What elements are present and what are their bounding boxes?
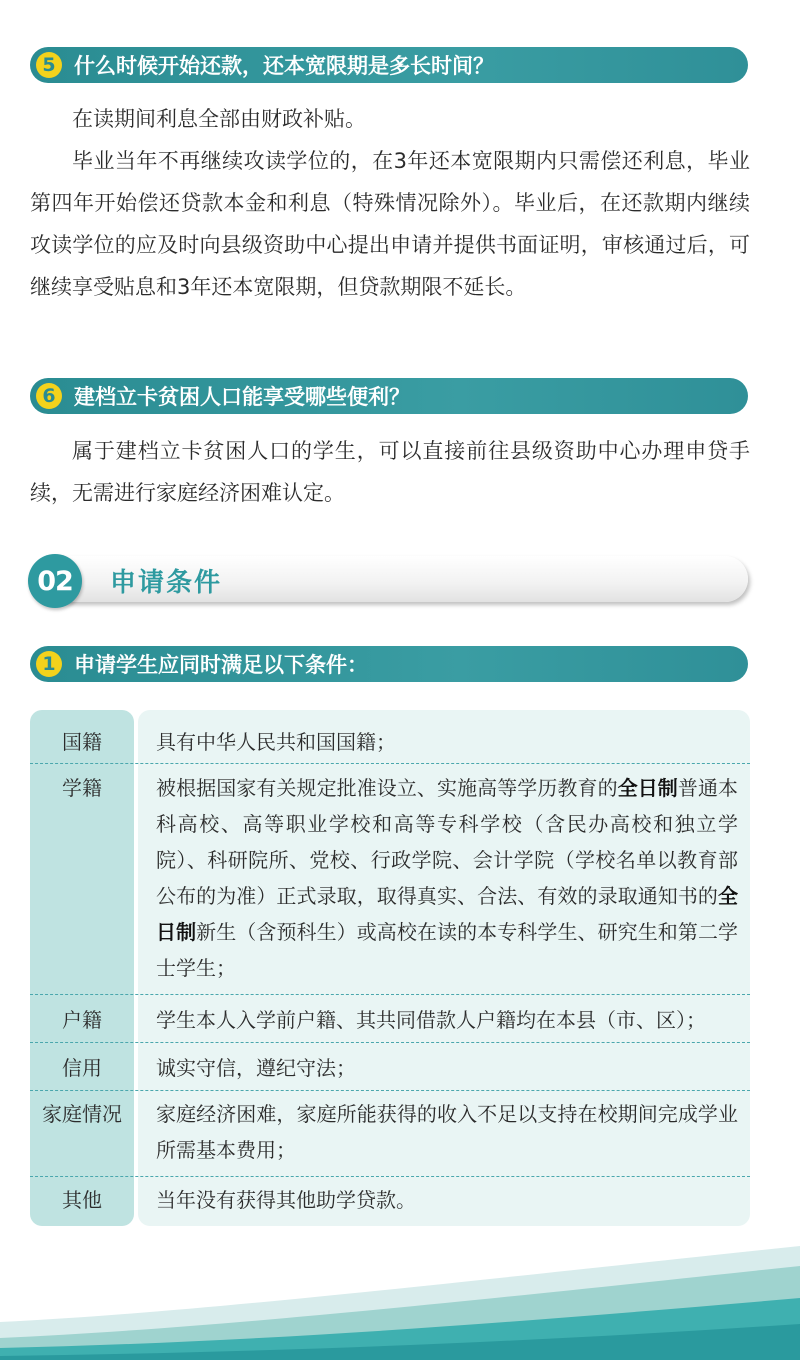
answer-5 (30, 98, 750, 308)
question-1-header (30, 646, 748, 682)
decorative-wave (0, 1240, 800, 1360)
row-label: 信用 (62, 1056, 102, 1080)
row-divider (30, 763, 750, 764)
bold-segment: 全日制 (617, 776, 678, 800)
bold-segment: 全日制 (156, 884, 738, 944)
row-value (156, 770, 738, 986)
text-segment: 新生（含预科生）或高校在读的本专科学生、研究生和第二学士学生； (156, 920, 739, 980)
row-value: 具有中华人民共和国国籍； (156, 730, 396, 754)
row-label: 学籍 (62, 776, 102, 800)
section-title: 申请条件 (110, 568, 223, 598)
section-number-badge: 02 (28, 554, 82, 608)
question-number-badge: 6 (36, 383, 62, 409)
answer-paragraph: 在读期间利息全部由财政补贴。 (72, 107, 366, 131)
text-segment: 普通本科高校、高等职业学校和高等专科学校（含民办高校和独立学院）、科研院所、党校、行政学院、会计学院（学校名单以教育部公布的为准）正式录取，取得真实、合法、有效的录取通知书的 (156, 776, 739, 908)
row-label: 家庭情况 (42, 1102, 122, 1126)
question-number-badge: 1 (36, 651, 62, 677)
row-value: 学生本人入学前户籍、其共同借款人户籍均在本县（市、区）； (156, 1008, 706, 1032)
row-value: 当年没有获得其他助学贷款。 (156, 1188, 416, 1212)
question-title: 建档立卡贫困人口能享受哪些便利？ (74, 385, 410, 409)
conditions-table (30, 710, 750, 1226)
question-number-badge: 5 (36, 52, 62, 78)
row-divider (30, 1090, 750, 1091)
row-value: 家庭经济困难，家庭所能获得的收入不足以支持在校期间完成学业所需基本费用； (156, 1102, 738, 1162)
text-segment: 被根据国家有关规定批准设立、实施高等学历教育的 (156, 776, 618, 800)
row-divider (30, 1176, 750, 1177)
answer-6 (30, 430, 750, 514)
row-divider (30, 994, 750, 995)
question-5-header (30, 47, 748, 83)
answer-paragraph: 毕业当年不再继续攻读学位的，在3年还本宽限期内只需偿还利息，毕业第四年开始偿还贷款本金和利息（特殊情况除外）。毕业后，在还款期内继续攻读学位的应及时向县级资助中心提出申请并提供书面证明，审核通过后，可继续享受贴息和3年还本宽限期，但贷款期限不延长。 (30, 149, 750, 299)
row-label: 户籍 (62, 1008, 102, 1032)
question-6-header (30, 378, 748, 414)
row-label: 其他 (62, 1188, 102, 1212)
answer-paragraph: 属于建档立卡贫困人口的学生，可以直接前往县级资助中心办理申贷手续，无需进行家庭经济困难认定。 (30, 439, 750, 505)
row-label: 国籍 (62, 730, 102, 754)
row-value: 诚实守信，遵纪守法； (156, 1056, 356, 1080)
question-title: 申请学生应同时满足以下条件： (74, 653, 368, 677)
section-header (28, 554, 752, 608)
row-divider (30, 1042, 750, 1043)
question-title: 什么时候开始还款，还本宽限期是多长时间？ (74, 54, 494, 78)
